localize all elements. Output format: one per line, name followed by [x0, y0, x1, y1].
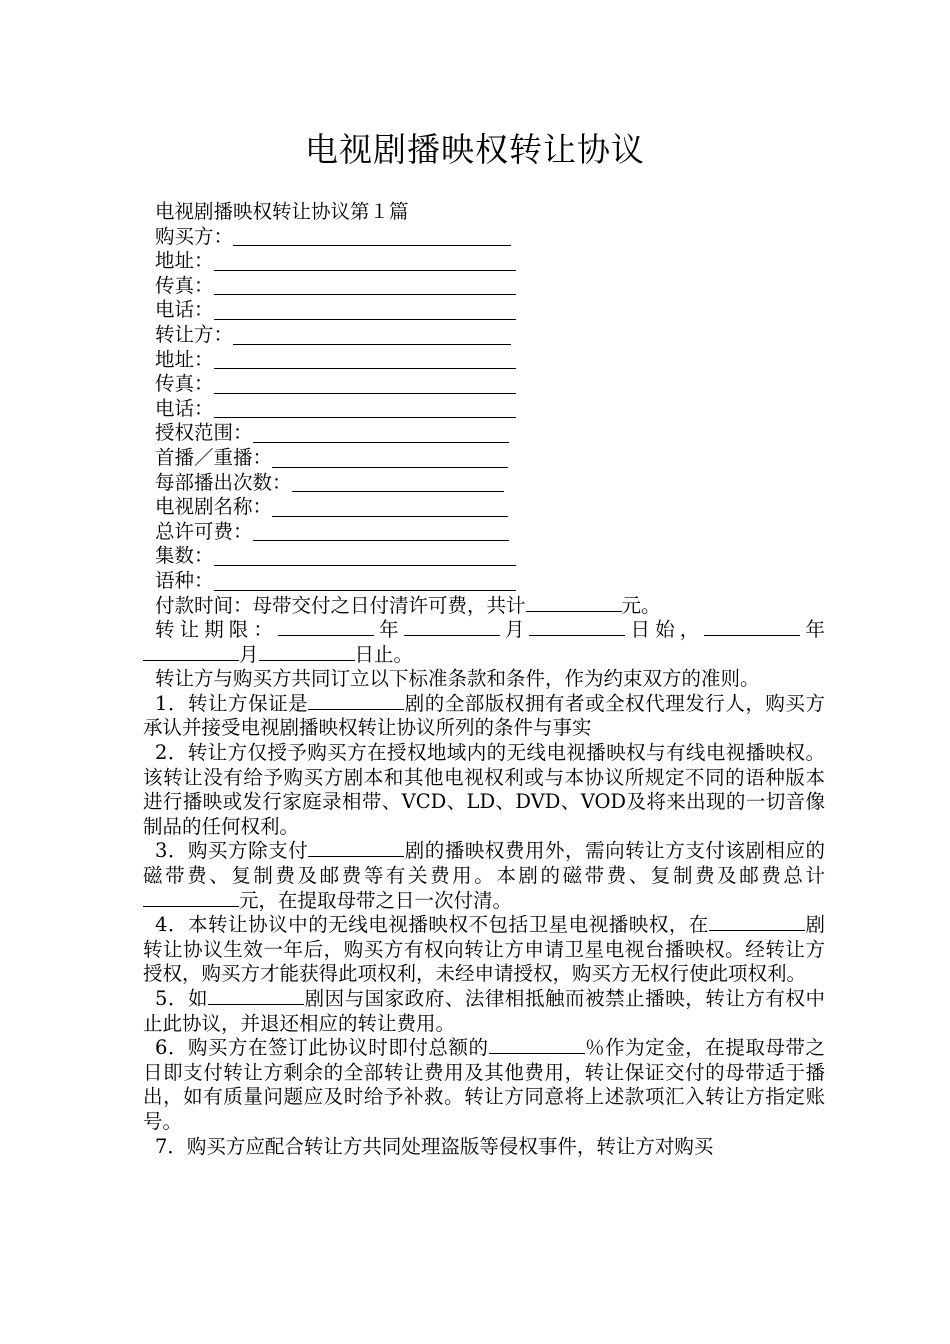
field-language: [155, 569, 825, 594]
field-license-scope: [155, 421, 825, 446]
field-seller-address: [155, 348, 825, 373]
field-buyer-fax: [155, 274, 825, 299]
field-total-fee: [155, 520, 825, 545]
payment-clause: 付款时间：母带交付之日付清许可费，共计 元。: [155, 593, 661, 617]
blank-line: [704, 618, 800, 636]
clause-2: 2．转让方仅授予购买方在授权地域内的无线电视播映权与有线电视播映权。该转让没有给予购买方剧本和其他电视权利或与本协议所规定不同的语种版本进行播映或发行家庭录相带、VCD、LD、DVD、VOD及将来出现的一切音像制品的任何权利。: [143, 741, 825, 838]
blank-line: [308, 839, 404, 857]
blank-line: [489, 1036, 585, 1054]
field-label: 传真：: [155, 372, 214, 396]
clause-1: 1．转让方保证是 剧的全部版权拥有者或全权代理发行人，购买方承认并接受电视剧播映权转让协议所列的条件与事实: [143, 691, 825, 740]
field-seller-fax: [155, 372, 825, 397]
field-seller-phone: [155, 397, 825, 422]
field-label: 地址：: [155, 347, 214, 371]
field-buyer: [155, 225, 825, 250]
blank-line: [272, 448, 508, 468]
field-label: 电视剧名称：: [155, 495, 273, 519]
clause-3: 3．购买方除支付 剧的播映权费用外，需向转让方支付该剧相应的磁带费、复制费及邮费等有关费用。本剧的磁带费、复制费及邮费总计元，在提取母带之日一次付清。: [143, 839, 825, 912]
field-label: 集数：: [155, 544, 214, 568]
blank-line: [529, 618, 625, 636]
blank-line: [214, 251, 516, 271]
field-buyer-address: [155, 249, 825, 274]
blank-line: [208, 987, 304, 1005]
field-label: 传真：: [155, 273, 214, 297]
blank-line: [214, 349, 516, 369]
field-label: 首播／重播：: [155, 445, 273, 469]
document-title: 电视剧播映权转让协议: [305, 130, 645, 169]
field-buyer-phone: [155, 298, 825, 323]
field-label: 购买方：: [155, 224, 234, 248]
field-label: 总许可费：: [155, 519, 253, 543]
field-broadcast-type: [155, 446, 825, 471]
field-label: 电话：: [155, 396, 214, 420]
field-label: 地址：: [155, 249, 214, 273]
blank-line: [709, 913, 805, 931]
field-label: 授权范围：: [155, 421, 253, 445]
field-series-name: [155, 495, 825, 520]
blank-line: [233, 226, 511, 246]
clause-7: 7．购买方应配合转让方共同处理盗版等侵权事件，转让方对购买: [155, 1134, 714, 1158]
field-label: 电话：: [155, 298, 214, 322]
field-episodes: [155, 544, 825, 569]
document-body: [143, 200, 825, 1159]
clause-4: 4．本转让协议中的无线电视播映权不包括卫星电视播映权，在 剧转让协议生效一年后，购买方有权向转让方申请卫星电视台播映权。经转让方授权，购买方才能获得此项权利，未经申请授权，购买方无权行使此项权利。: [143, 913, 825, 986]
intro-paragraph: 转让方与购买方共同订立以下标准条款和条件，作为约束双方的准则。: [155, 667, 760, 691]
term-clause: 转让期限： 年 月 日始， 年月 日止。: [143, 618, 825, 667]
section-heading: 电视剧播映权转让协议第１篇: [155, 200, 409, 223]
blank-line: [143, 889, 239, 907]
blank-line: [233, 325, 511, 345]
blank-line: [404, 618, 500, 636]
blank-line: [143, 643, 239, 661]
field-label: 每部播出次数：: [155, 470, 292, 494]
field-seller: [155, 323, 825, 348]
field-broadcast-count: [155, 471, 825, 496]
party-info-fields: [143, 225, 825, 594]
blank-line: [292, 472, 504, 492]
clause-6: 6．购买方在签订此协议时即付总额的 ％作为定金，在提取母带之日即支付转让方剩余的全部转让费用及其他费用，转让保证交付的母带适于播出，如有质量问题应及时给予补救。转让方同意将上述款项汇入转让方指定账号。: [143, 1036, 825, 1133]
blank-line: [259, 643, 355, 661]
field-label: 语种：: [155, 568, 214, 592]
blank-line: [253, 423, 509, 443]
blank-line: [278, 618, 374, 636]
blank-line: [214, 571, 516, 591]
blank-line: [214, 300, 516, 320]
blank-line: [272, 497, 508, 517]
blank-line: [308, 692, 404, 710]
blank-line: [253, 521, 509, 541]
blank-line: [214, 275, 516, 295]
blank-line: [214, 398, 516, 418]
field-label: 转让方：: [155, 322, 234, 346]
blank-line: [526, 594, 622, 612]
blank-line: [214, 374, 516, 394]
clause-5: 5．如 剧因与国家政府、法律相抵触而被禁止播映，转让方有权中止此协议，并退还相应的转让费用。: [143, 987, 825, 1035]
blank-line: [214, 546, 516, 566]
